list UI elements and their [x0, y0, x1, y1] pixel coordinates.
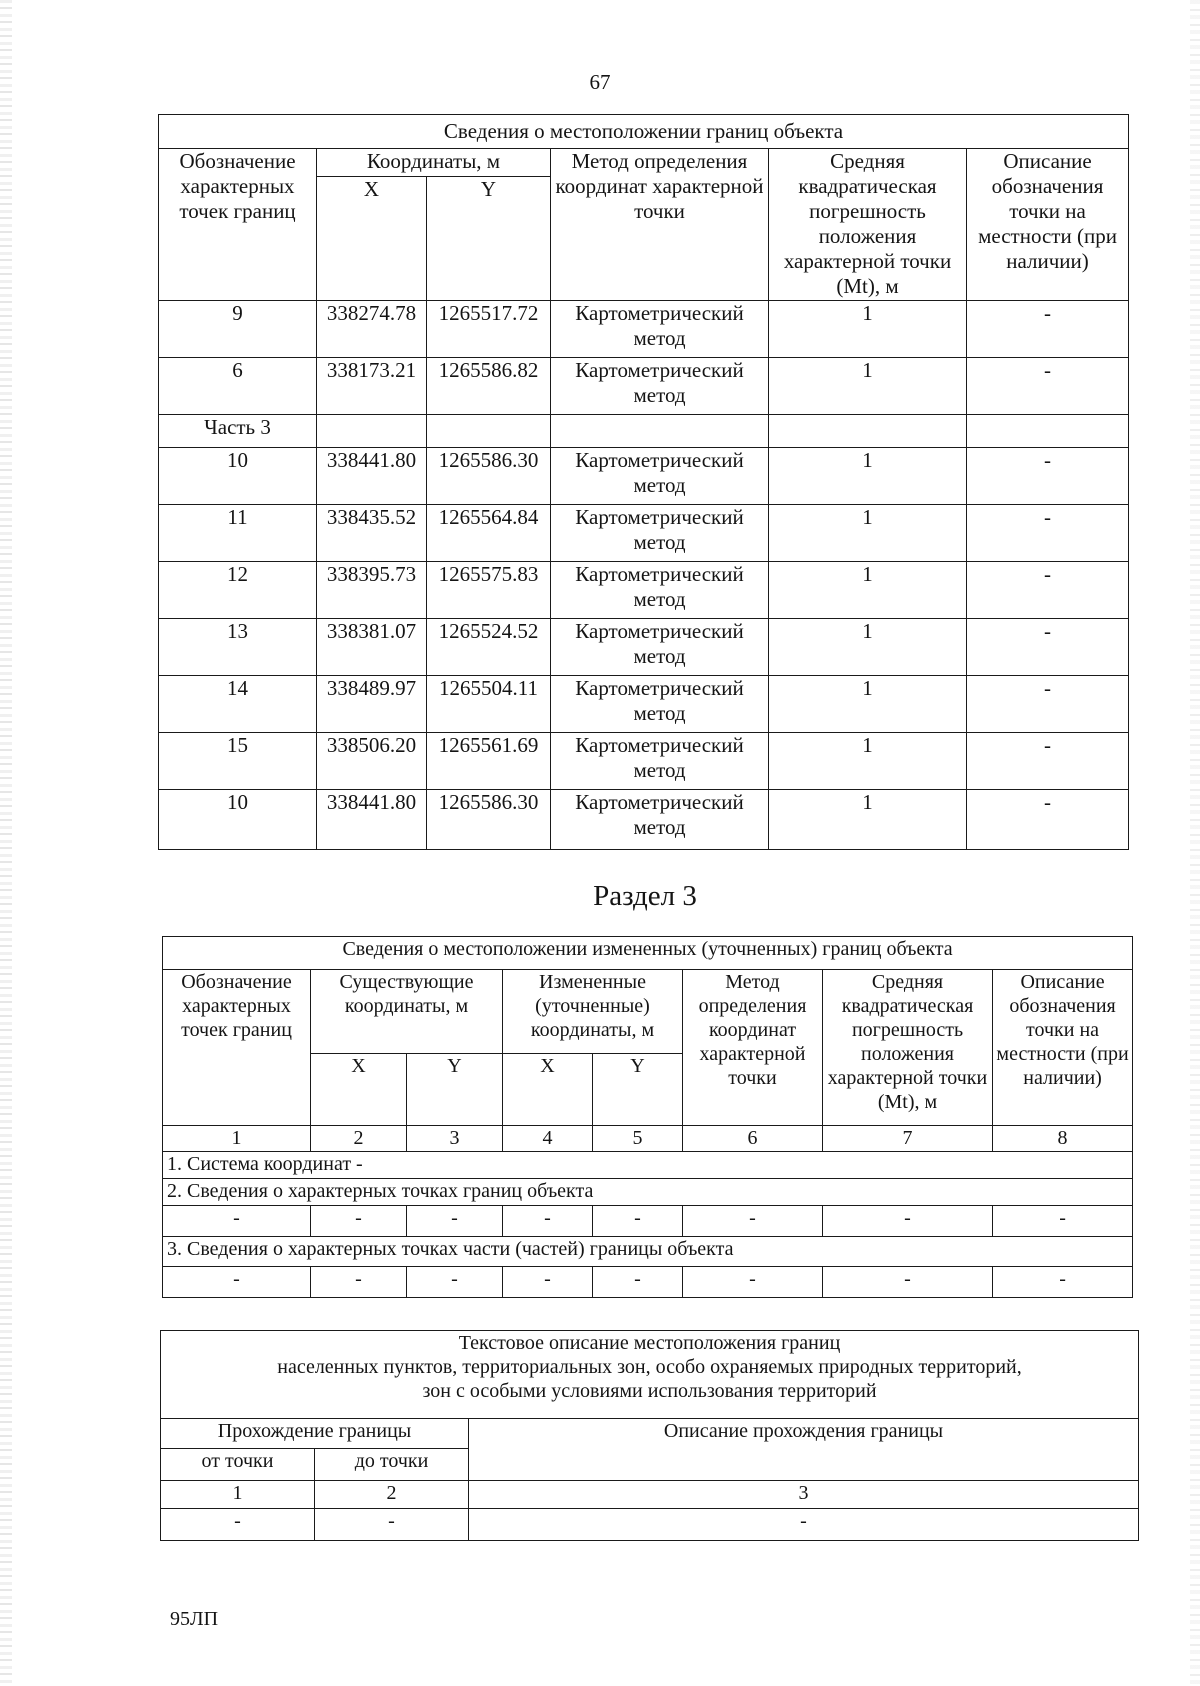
- cell-x: 338506.20: [317, 733, 427, 790]
- header-designation: Обозначение характерных точек границ: [159, 149, 317, 301]
- table-row: [159, 676, 1129, 733]
- section-title: Раздел 3: [593, 880, 697, 912]
- table-row: [159, 301, 1129, 358]
- column-number: 1: [161, 1481, 315, 1509]
- column-number: 7: [823, 1126, 993, 1152]
- dash-cell: -: [503, 1267, 593, 1298]
- cell-point: 15: [159, 733, 317, 790]
- table3-caption-line2: населенных пунктов, территориальных зон, особо охраняемых природных территорий,: [277, 1356, 1022, 1378]
- cell-x: 338381.07: [317, 619, 427, 676]
- column-numbers-row: [163, 1126, 1133, 1152]
- cell-point: 6: [159, 358, 317, 415]
- table-row: [159, 733, 1129, 790]
- cell-error: 1: [769, 505, 967, 562]
- table2-caption: Сведения о местоположении измененных (уточненных) границ объекта: [163, 937, 1133, 970]
- table3-caption: [161, 1331, 1139, 1419]
- cell-method: Картометрический метод: [551, 358, 769, 415]
- cell-point: 10: [159, 790, 317, 850]
- cell-point: 12: [159, 562, 317, 619]
- table3-caption-line3: зон с особыми условиями использования территорий: [422, 1380, 877, 1402]
- header-designation: Обозначение характерных точек границ: [163, 970, 311, 1126]
- dash-cell: -: [469, 1509, 1139, 1541]
- column-number: 5: [593, 1126, 683, 1152]
- cell-method: Картометрический метод: [551, 505, 769, 562]
- header-to-point: до точки: [315, 1449, 469, 1481]
- empty-cell: [551, 415, 769, 448]
- column-number: 2: [315, 1481, 469, 1509]
- column-number: 4: [503, 1126, 593, 1152]
- dash-cell: -: [311, 1267, 407, 1298]
- header-method: Метод определения координат характерной точки: [683, 970, 823, 1126]
- cell-x: 338395.73: [317, 562, 427, 619]
- header-x: X: [311, 1054, 407, 1126]
- cell-point: 10: [159, 448, 317, 505]
- cell-point: 11: [159, 505, 317, 562]
- header-x: X: [503, 1054, 593, 1126]
- document-code: 95ЛП: [170, 1608, 219, 1630]
- dash-cell: -: [163, 1206, 311, 1237]
- column-number: 3: [469, 1481, 1139, 1509]
- cell-point: 9: [159, 301, 317, 358]
- header-y: Y: [407, 1054, 503, 1126]
- header-description: Описание обозначения точки на местности (при наличии): [993, 970, 1133, 1126]
- table-row: [161, 1509, 1139, 1541]
- cell-description: -: [967, 301, 1129, 358]
- cell-method: Картометрический метод: [551, 562, 769, 619]
- page-number: 67: [589, 70, 611, 94]
- dash-cell: -: [407, 1267, 503, 1298]
- cell-error: 1: [769, 619, 967, 676]
- dash-cell: -: [593, 1267, 683, 1298]
- boundary-points-heading: 2. Сведения о характерных точках границ объекта: [163, 1179, 1133, 1206]
- cell-method: Картометрический метод: [551, 790, 769, 850]
- cell-y: 1265504.11: [427, 676, 551, 733]
- cell-description: -: [967, 505, 1129, 562]
- dash-cell: -: [823, 1267, 993, 1298]
- dash-cell: -: [823, 1206, 993, 1237]
- header-y: Y: [427, 177, 551, 301]
- table-row: [159, 562, 1129, 619]
- cell-method: Картометрический метод: [551, 619, 769, 676]
- cell-y: 1265575.83: [427, 562, 551, 619]
- dash-cell: -: [503, 1206, 593, 1237]
- boundary-text-description-table: [160, 1330, 1139, 1541]
- cell-description: -: [967, 448, 1129, 505]
- scan-edge-left: [0, 0, 12, 1686]
- header-error: Средняя квадратическая погрешность положения характерной точки (Mt), м: [823, 970, 993, 1126]
- header-error: Средняя квадратическая погрешность положения характерной точки (Mt), м: [769, 149, 967, 301]
- header-y: Y: [593, 1054, 683, 1126]
- table-row: [159, 619, 1129, 676]
- cell-description: -: [967, 358, 1129, 415]
- cell-y: 1265586.30: [427, 790, 551, 850]
- scan-edge-right: [1190, 0, 1200, 1686]
- column-number: 8: [993, 1126, 1133, 1152]
- cell-y: 1265564.84: [427, 505, 551, 562]
- cell-description: -: [967, 619, 1129, 676]
- dash-cell: -: [593, 1206, 683, 1237]
- table-row: [163, 1206, 1133, 1237]
- cell-error: 1: [769, 301, 967, 358]
- part-row: [159, 415, 1129, 448]
- header-changed-coords: Измененные (уточненные) координаты, м: [503, 970, 683, 1054]
- cell-method: Картометрический метод: [551, 676, 769, 733]
- cell-x: 338435.52: [317, 505, 427, 562]
- cell-point: 14: [159, 676, 317, 733]
- cell-error: 1: [769, 676, 967, 733]
- dash-cell: -: [683, 1206, 823, 1237]
- dash-cell: -: [161, 1509, 315, 1541]
- cell-x: 338489.97: [317, 676, 427, 733]
- cell-x: 338173.21: [317, 358, 427, 415]
- cell-method: Картометрический метод: [551, 301, 769, 358]
- boundary-parts-heading: 3. Сведения о характерных точках части (частей) границы объекта: [163, 1237, 1133, 1267]
- cell-error: 1: [769, 358, 967, 415]
- empty-cell: [769, 415, 967, 448]
- coordinate-system-row: 1. Система координат -: [163, 1152, 1133, 1179]
- header-passage-description: Описание прохождения границы: [469, 1419, 1139, 1481]
- cell-x: 338441.80: [317, 448, 427, 505]
- column-number: 2: [311, 1126, 407, 1152]
- cell-y: 1265561.69: [427, 733, 551, 790]
- header-from-point: от точки: [161, 1449, 315, 1481]
- table-row: [159, 505, 1129, 562]
- table3-caption-line1: Текстовое описание местоположения границ: [458, 1332, 841, 1354]
- dash-cell: -: [407, 1206, 503, 1237]
- cell-x: 338441.80: [317, 790, 427, 850]
- empty-cell: [427, 415, 551, 448]
- header-coordinates: Координаты, м: [317, 149, 551, 177]
- dash-cell: -: [993, 1206, 1133, 1237]
- cell-y: 1265586.30: [427, 448, 551, 505]
- dash-cell: -: [993, 1267, 1133, 1298]
- cell-x: 338274.78: [317, 301, 427, 358]
- empty-cell: [317, 415, 427, 448]
- empty-cell: [967, 415, 1129, 448]
- header-existing-coords: Существующие координаты, м: [311, 970, 503, 1054]
- cell-error: 1: [769, 790, 967, 850]
- cell-point: 13: [159, 619, 317, 676]
- cell-description: -: [967, 790, 1129, 850]
- cell-error: 1: [769, 448, 967, 505]
- dash-cell: -: [311, 1206, 407, 1237]
- dash-cell: -: [683, 1267, 823, 1298]
- cell-y: 1265586.82: [427, 358, 551, 415]
- table-row: [159, 448, 1129, 505]
- table1-caption: Сведения о местоположении границ объекта: [159, 115, 1129, 149]
- cell-error: 1: [769, 733, 967, 790]
- cell-description: -: [967, 676, 1129, 733]
- cell-method: Картометрический метод: [551, 448, 769, 505]
- table-row: [159, 358, 1129, 415]
- column-number: 3: [407, 1126, 503, 1152]
- header-description: Описание обозначения точки на местности (при наличии): [967, 149, 1129, 301]
- dash-cell: -: [315, 1509, 469, 1541]
- dash-cell: -: [163, 1267, 311, 1298]
- table-row: [163, 1267, 1133, 1298]
- header-x: X: [317, 177, 427, 301]
- cell-y: 1265524.52: [427, 619, 551, 676]
- column-numbers-row: [161, 1481, 1139, 1509]
- column-number: 1: [163, 1126, 311, 1152]
- column-number: 6: [683, 1126, 823, 1152]
- table-row: [159, 790, 1129, 850]
- boundary-location-table: [158, 114, 1129, 850]
- cell-y: 1265517.72: [427, 301, 551, 358]
- header-passage: Прохождение границы: [161, 1419, 469, 1449]
- cell-error: 1: [769, 562, 967, 619]
- changed-boundary-table: [162, 936, 1133, 1298]
- cell-description: -: [967, 733, 1129, 790]
- cell-description: -: [967, 562, 1129, 619]
- part-label: Часть 3: [159, 415, 317, 448]
- cell-method: Картометрический метод: [551, 733, 769, 790]
- header-method: Метод определения координат характерной точки: [551, 149, 769, 301]
